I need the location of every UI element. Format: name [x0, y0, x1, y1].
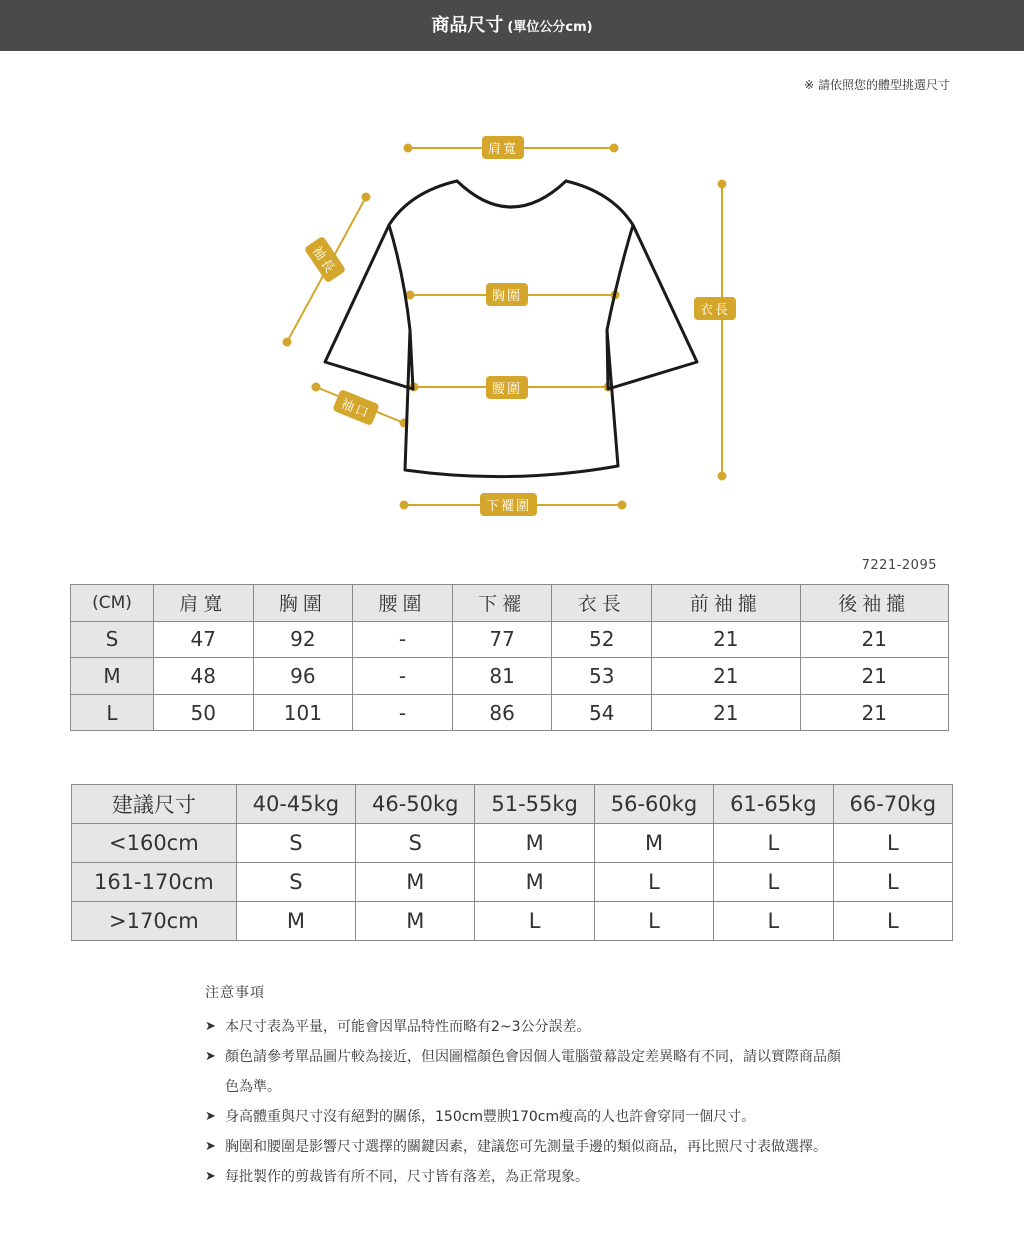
- size-table-header-cell: 肩寬: [153, 585, 253, 622]
- size-table-header-cell: (CM): [71, 585, 154, 622]
- recommend-table-cell: S: [236, 863, 355, 902]
- recommend-table-cell: L: [833, 824, 952, 863]
- arrow-icon: ➤: [205, 1109, 216, 1124]
- recommend-table-header-cell: 56-60kg: [594, 785, 713, 824]
- recommend-table-cell: M: [594, 824, 713, 863]
- product-code: 7221-2095: [861, 558, 937, 573]
- recommend-table-cell: <160cm: [72, 824, 237, 863]
- size-table-header-cell: 衣長: [552, 585, 652, 622]
- hem-dot-right: [619, 502, 626, 509]
- size-table-cell: 53: [552, 658, 652, 695]
- size-table-header-cell: 胸圍: [253, 585, 353, 622]
- note-item: [205, 1132, 845, 1162]
- sleeve-length-dot-bottom: [284, 339, 291, 346]
- length-dot-bottom: [719, 473, 726, 480]
- recommend-table-cell: L: [714, 824, 833, 863]
- size-table-cell: -: [353, 621, 453, 658]
- note-item: [205, 1102, 845, 1132]
- notes-title: 注意事項: [205, 985, 265, 1001]
- recommend-table-cell: L: [833, 902, 952, 941]
- size-table-cell: 48: [153, 658, 253, 695]
- size-table-cell: 81: [452, 658, 552, 695]
- sleeve-length-dot-top: [363, 194, 370, 201]
- recommend-table-header-cell: 61-65kg: [714, 785, 833, 824]
- size-selection-note: ※ 請依照您的體型挑選尺寸: [804, 78, 950, 92]
- note-item: [205, 1042, 845, 1102]
- size-table-cell: 96: [253, 658, 353, 695]
- recommend-table-cell: M: [236, 902, 355, 941]
- size-table-cell: 21: [800, 694, 949, 731]
- unit-label: (單位公分cm): [507, 20, 593, 35]
- size-table-cell: 21: [652, 694, 800, 731]
- size-table-cell: 101: [253, 694, 353, 731]
- recommend-table-cell: >170cm: [72, 902, 237, 941]
- shoulder-measure-dot-right: [611, 145, 618, 152]
- size-table-cell: -: [353, 694, 453, 731]
- size-table-cell: 54: [552, 694, 652, 731]
- label-length: 衣長: [694, 297, 736, 320]
- size-table-header-row: [71, 585, 949, 622]
- note-text: 每批製作的剪裁皆有所不同，尺寸皆有落差，為正常現象。: [225, 1169, 589, 1185]
- size-table-row: [71, 658, 949, 695]
- recommend-table-cell: L: [475, 902, 594, 941]
- size-table-cell: 47: [153, 621, 253, 658]
- notes-section: [205, 982, 845, 1192]
- size-table-cell: 86: [452, 694, 552, 731]
- label-shoulder: 肩寬: [482, 136, 524, 159]
- recommend-table-cell: M: [475, 824, 594, 863]
- size-table-row: [71, 621, 949, 658]
- recommend-table-header-cell: 51-55kg: [475, 785, 594, 824]
- size-table-cell: 77: [452, 621, 552, 658]
- page-title: 商品尺寸: [431, 15, 504, 36]
- recommend-table-cell: M: [356, 902, 475, 941]
- arrow-icon: ➤: [205, 1139, 216, 1154]
- recommend-table: [71, 784, 953, 941]
- recommend-table-cell: M: [475, 863, 594, 902]
- garment-svg: [0, 0, 1024, 540]
- size-table-header-cell: 前袖攏: [652, 585, 800, 622]
- recommend-table-row: [72, 902, 953, 941]
- recommend-table-header-cell: 40-45kg: [236, 785, 355, 824]
- shoulder-measure-dot-left: [405, 145, 412, 152]
- note-text: 顏色請參考單品圖片較為接近，但因圖檔顏色會因個人電腦螢幕設定差異略有不同，請以實際商品顏色為準。: [225, 1049, 841, 1095]
- cuff-dot-left: [313, 384, 320, 391]
- size-table-cell: M: [71, 658, 154, 695]
- size-table-cell: 50: [153, 694, 253, 731]
- recommend-table-cell: M: [356, 863, 475, 902]
- recommend-table-cell: L: [594, 863, 713, 902]
- label-waist: 腰圍: [486, 376, 528, 399]
- size-table-cell: -: [353, 658, 453, 695]
- recommend-table-cell: 161-170cm: [72, 863, 237, 902]
- size-table-cell: 92: [253, 621, 353, 658]
- label-hem: 下襬圍: [480, 493, 537, 516]
- label-chest: 胸圍: [486, 283, 528, 306]
- label-sleeve-length: 袖長: [304, 236, 347, 284]
- hem-dot-left: [401, 502, 408, 509]
- size-table-cell: S: [71, 621, 154, 658]
- recommend-table-header-cell: 建議尺寸: [72, 785, 237, 824]
- arrow-icon: ➤: [205, 1169, 216, 1184]
- garment-diagram: [0, 0, 1024, 540]
- recommend-table-header-cell: 66-70kg: [833, 785, 952, 824]
- recommend-table-cell: L: [714, 902, 833, 941]
- tshirt-outline-icon: [325, 181, 697, 477]
- size-table-header-cell: 腰圍: [353, 585, 453, 622]
- size-table-header-cell: 後袖攏: [800, 585, 949, 622]
- size-table-cell: 21: [652, 621, 800, 658]
- note-text: 本尺寸表為平量，可能會因單品特性而略有2~3公分誤差。: [225, 1019, 591, 1035]
- note-text: 身高體重與尺寸沒有絕對的關係，150cm豐腴170cm瘦高的人也許會穿同一個尺寸。: [225, 1109, 756, 1125]
- recommend-table-cell: L: [594, 902, 713, 941]
- chest-dot-left: [407, 292, 414, 299]
- label-cuff: 袖口: [332, 389, 380, 426]
- size-table-cell: 21: [800, 621, 949, 658]
- note-item: [205, 1162, 845, 1192]
- size-table-cell: 21: [652, 658, 800, 695]
- recommend-table-row: [72, 863, 953, 902]
- note-text: 胸圍和腰圍是影響尺寸選擇的關鍵因素，建議您可先測量手邊的類似商品，再比照尺寸表做選擇。: [225, 1139, 827, 1155]
- arrow-icon: ➤: [205, 1049, 216, 1064]
- recommend-table-header-cell: 46-50kg: [356, 785, 475, 824]
- note-item: [205, 1012, 845, 1042]
- recommend-table-cell: L: [714, 863, 833, 902]
- recommend-table-row: [72, 824, 953, 863]
- recommend-table-cell: L: [833, 863, 952, 902]
- recommend-table-header-row: [72, 785, 953, 824]
- size-table-row: [71, 694, 949, 731]
- arrow-icon: ➤: [205, 1019, 216, 1034]
- size-table-cell: 21: [800, 658, 949, 695]
- recommend-table-cell: S: [236, 824, 355, 863]
- size-table-cell: 52: [552, 621, 652, 658]
- size-table: [70, 584, 949, 731]
- length-dot-top: [719, 181, 726, 188]
- size-table-header-cell: 下襬: [452, 585, 552, 622]
- size-table-cell: L: [71, 694, 154, 731]
- recommend-table-cell: S: [356, 824, 475, 863]
